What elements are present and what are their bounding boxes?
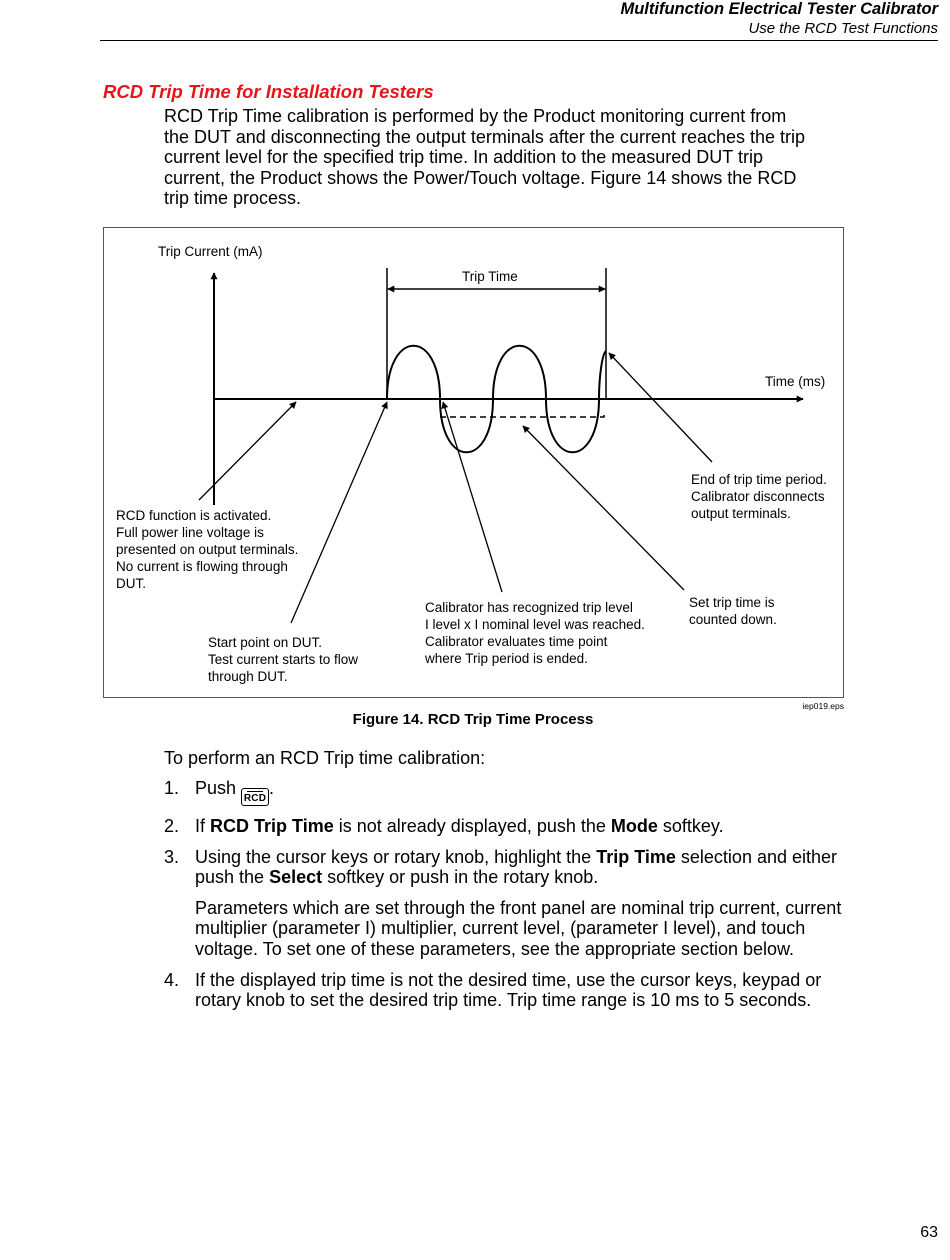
trip-time-term: Trip Time [596, 846, 676, 867]
trip-time-figure [103, 227, 844, 698]
step-text: If [195, 816, 211, 836]
step-number: 4. [164, 969, 180, 990]
figure-caption: Figure 14. RCD Trip Time Process [352, 711, 594, 728]
intro-line: current, the Product shows the Power/Touch voltage. Figure 14 shows the RCD [164, 167, 797, 188]
end-of-trip-note: End of trip time period. Calibrator disconnects output terminals. [691, 472, 827, 521]
trip-level-dashed-line [440, 411, 604, 417]
trip-time-label: Trip Time [462, 269, 518, 284]
trip-level-leader [443, 402, 502, 592]
procedure-lead: To perform an RCD Trip time calibration: [164, 748, 486, 768]
step-2 [164, 816, 854, 837]
step-number: 2. [164, 816, 180, 836]
step-3-parameters-note: Parameters which are set through the front panel are nominal trip current, current multiplier (parameter I) multiplier, current level, (parameter I level), and touch voltage. To set one of these parameters, see the appropriate section below. [195, 897, 842, 959]
intro-line: RCD Trip Time calibration is performed by the Product monitoring current from [164, 106, 787, 126]
start-point-leader [291, 402, 387, 623]
step-number: 1. [164, 778, 180, 798]
select-softkey-term: Select [269, 867, 323, 888]
intro-paragraph [164, 106, 854, 209]
step-text: softkey or push in the rotary knob. [322, 867, 599, 888]
section-title: RCD Trip Time for Installation Testers [103, 81, 434, 102]
intro-line: trip time process. [164, 188, 302, 209]
procedure-steps [164, 778, 854, 1021]
intro-line: the DUT and disconnecting the output terminals after the current reaches the trip [164, 126, 806, 147]
step-1 [164, 778, 854, 806]
step-4 [164, 970, 854, 1011]
rcd-trip-time-term: RCD Trip Time [210, 816, 334, 836]
end-of-trip-leader [609, 353, 712, 462]
document-title: Multifunction Electrical Tester Calibrator [620, 0, 938, 18]
header-rule [100, 40, 938, 41]
step-text: selection and either push the [195, 846, 838, 888]
page-number: 63 [920, 1224, 938, 1241]
rcd-activated-note: RCD function is activated. Full power line voltage is presented on output terminals. No current is flowing through DUT. [116, 508, 299, 591]
step-3 [164, 847, 854, 960]
trip-time-diagram [104, 228, 845, 699]
trip-level-note: Calibrator has recognized trip level I level x I nominal level was reached. Calibrator evaluates time point where Trip period is ended. [425, 600, 645, 666]
mode-softkey-term: Mode [610, 816, 658, 836]
step-text: Using the cursor keys or rotary knob, highlight the [195, 846, 597, 867]
counted-down-note: Set trip time is counted down. [689, 595, 777, 627]
step-text: Push [195, 778, 242, 798]
y-axis-label: Trip Current (mA) [158, 244, 263, 259]
rcd-key-label: RCD [243, 793, 267, 804]
intro-line: current level for the specified trip time. In addition to the measured DUT trip [164, 147, 763, 168]
start-point-note: Start point on DUT. Test current starts to flow through DUT. [208, 635, 359, 684]
chapter-subtitle: Use the RCD Test Functions [748, 20, 938, 37]
step-text: If the displayed trip time is not the desired time, use the cursor keys, keypad or rotary knob to set the desired trip time. Trip time range is 10 ms to 5 seconds. [195, 969, 822, 1011]
figure-file-name: iep019.eps [802, 701, 844, 711]
counted-down-leader [523, 426, 684, 590]
step-text: is not already displayed, push the [333, 816, 611, 836]
step-text: softkey. [657, 816, 724, 836]
rcd-key-icon [241, 788, 269, 806]
step-text: . [269, 778, 275, 798]
x-axis-label: Time (ms) [765, 374, 826, 389]
step-number: 3. [164, 846, 180, 867]
